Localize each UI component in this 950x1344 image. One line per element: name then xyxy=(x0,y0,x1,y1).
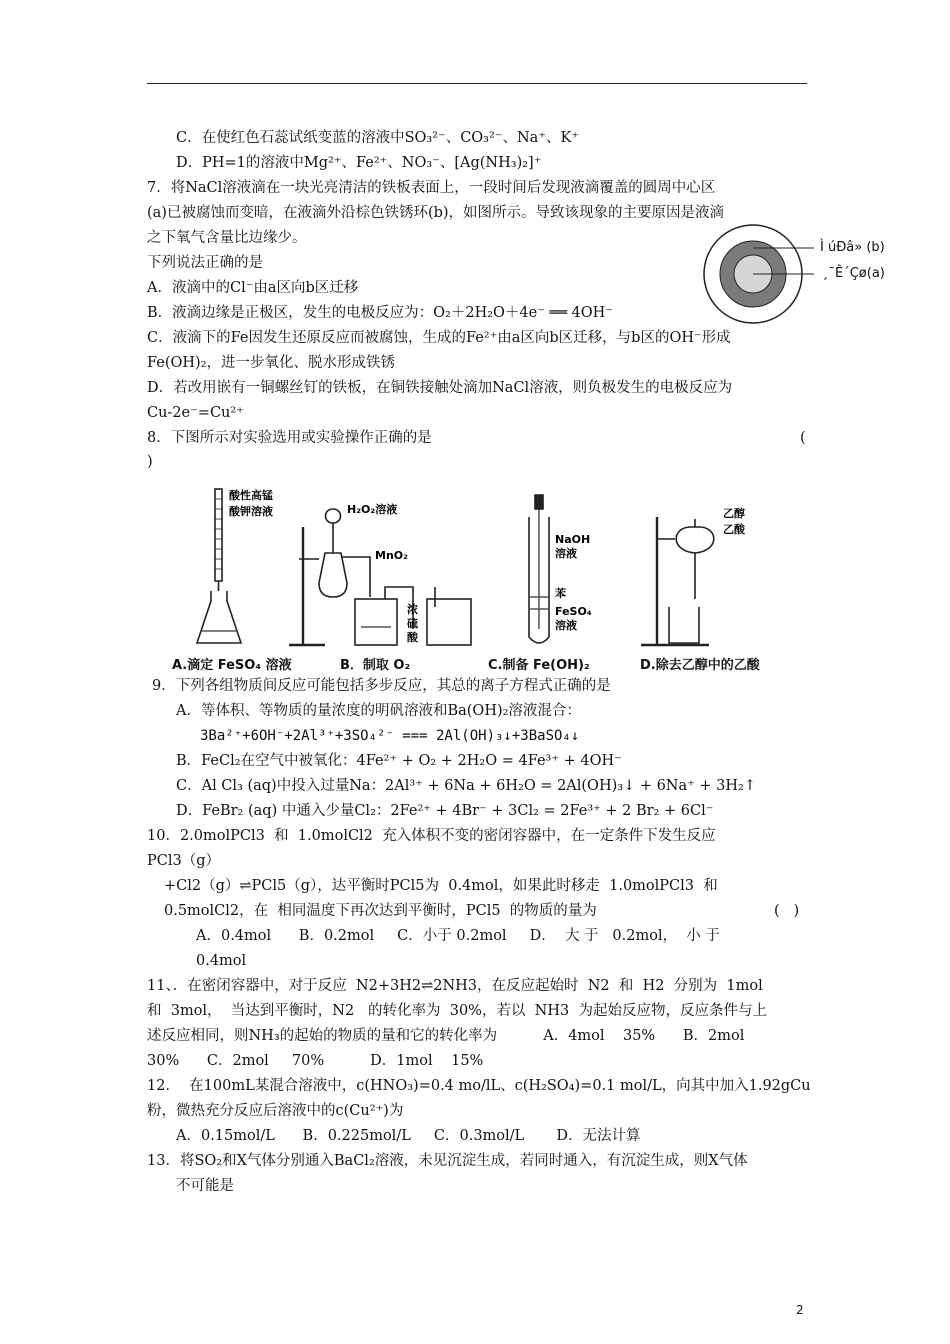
label-h2so4-2: 硫 xyxy=(407,617,418,630)
q7-option-d-line2: Cu-2e⁻=Cu²⁺ xyxy=(147,405,244,421)
q9-stem: 9．下列各组物质间反应可能包括多步反应，其总的离子方程式正确的是 xyxy=(152,678,611,694)
q7-stem-line3: 之下氧气含量比边缘少。 xyxy=(147,230,307,246)
header-rule xyxy=(147,83,807,84)
q9-option-a-line2: 3Ba²⁺+6OH⁻+2Al³⁺+3SO₄²⁻ === 2Al(OH)₃↓+3BaSO₄↓ xyxy=(200,728,580,744)
label-feso4-2: 溶液 xyxy=(555,619,577,632)
label-naoh-1: NaOH xyxy=(555,533,591,546)
label-h2so4-3: 酸 xyxy=(407,631,418,644)
apparatus-c-test-tube xyxy=(529,495,549,643)
caption-d: D.除去乙醇中的乙酸 xyxy=(640,658,760,673)
q11-line4: 30% C．2mol 70% D．1mol 15% xyxy=(147,1053,484,1069)
page-number: 2 xyxy=(796,1303,804,1317)
label-acetic: 乙酸 xyxy=(723,523,745,536)
q8-stem: 8．下图所示对实验选用或实验操作正确的是 xyxy=(147,430,432,446)
figure-label-b: Ì úÐâ» (b) xyxy=(820,240,885,255)
label-benzene: 苯 xyxy=(555,587,566,600)
apparatus-figure xyxy=(195,487,815,657)
label-mno2: MnO₂ xyxy=(375,549,408,562)
q8-paren-close: ) xyxy=(147,454,153,470)
q7-option-d-line1: D．若改用嵌有一铜螺丝钉的铁板，在铜铁接触处滴加NaCl溶液，则负极发生的电极反应为 xyxy=(147,380,733,396)
q7-stem-line1: 7．将NaCl溶液滴在一块光亮清洁的铁板表面上，一段时间后发现液滴覆盖的圆周中心区 xyxy=(147,180,716,196)
label-naoh-2: 溶液 xyxy=(555,547,577,560)
q10-paren: ( ) xyxy=(774,903,800,919)
figure-label-a: ¸¯Ê´Çø(a) xyxy=(822,266,885,281)
label-kmno4-2: 酸钾溶液 xyxy=(229,505,273,518)
q10-line3: +Cl2（g）⇌PCl5（g），达平衡时PCl5为 0.4mol，如果此时移走 1.0molPCl3 和 xyxy=(164,878,718,894)
label-h2o2: H₂O₂溶液 xyxy=(347,503,398,516)
label-ethanol: 乙醇 xyxy=(723,507,745,520)
apparatus-b-oxygen xyxy=(289,509,471,645)
q13-line2: 不可能是 xyxy=(176,1178,234,1194)
q7-stem-line2: (a)已被腐蚀而变暗，在液滴外沿棕色铁锈环(b)，如图所示。导致该现象的主要原因是液滴 xyxy=(147,205,725,221)
q10-line2: PCl3（g） xyxy=(147,853,220,869)
q6-option-d: D．PH=1的溶液中Mg²⁺、Fe²⁺、NO₃⁻、[Ag(NH₃)₂]⁺ xyxy=(176,155,542,171)
q10-options-line2: 0.4mol xyxy=(196,953,247,969)
q12-line1: 12． 在100mL某混合溶液中，c(HNO₃)=0.4 mo/lL、c(H₂SO₄)=0.1 mol/L，向其中加入1.92gCu xyxy=(147,1078,811,1094)
q13-line1: 13．将SO₂和X气体分别通入BaCl₂溶液，未见沉淀生成，若同时通入，有沉淀生成，则X气体 xyxy=(147,1153,748,1169)
q6-option-c: C．在使红色石蕊试纸变蓝的溶液中SO₃²⁻、CO₃²⁻、Na⁺、K⁺ xyxy=(176,130,579,146)
caption-c: C.制备 Fe(OH)₂ xyxy=(488,658,590,673)
label-kmno4-1: 酸性高锰 xyxy=(229,489,273,502)
q10-options: A．0.4mol B．0.2mol C．小于 0.2mol D． 大 于 0.2mol， 小 于 xyxy=(196,928,720,944)
q7-option-c-line2: Fe(OH)₂，进一步氧化、脱水形成铁锈 xyxy=(147,355,396,371)
q12-options: A．0.15mol/L B．0.225mol/L C．0.3mol/L D．无法计算 xyxy=(176,1128,641,1144)
q9-option-d: D．FeBr₂ (aq) 中通入少量Cl₂：2Fe²⁺ + 4Br⁻ + 3Cl₂ = 2Fe³⁺ + 2 Br₂ + 6Cl⁻ xyxy=(176,803,714,819)
corrosion-droplet-figure xyxy=(696,224,816,328)
q7-option-b: B．液滴边缘是正极区，发生的电极反应为：O₂＋2H₂O＋4e⁻ ══ 4OH⁻ xyxy=(147,305,613,321)
apparatus-d-separation xyxy=(641,517,714,645)
q9-option-a-line1: A．等体积、等物质的量浓度的明矾溶液和Ba(OH)₂溶液混合： xyxy=(176,703,581,719)
q11-line1: 11、．在密闭容器中，对于反应 N2+3H2⇌2NH3，在反应起始时 N2 和 H2 分别为 1mol xyxy=(147,978,763,994)
q7-option-a: A．液滴中的Cl⁻由a区向b区迁移 xyxy=(147,280,359,296)
label-feso4-1: FeSO₄ xyxy=(555,605,592,618)
q10-line1: 10．2.0molPCl3 和 1.0molCl2 充入体积不变的密闭容器中，在一定条件下发生反应 xyxy=(147,828,716,844)
q11-line3: 述反应相同，则NH₃的起始的物质的量和它的转化率为 A．4mol 35% B．2mol xyxy=(147,1028,745,1044)
caption-b: B．制取 O₂ xyxy=(340,658,411,673)
label-h2so4-1: 浓 xyxy=(407,603,418,616)
q7-stem-line4: 下列说法正确的是 xyxy=(147,255,263,271)
q11-line2: 和 3mol， 当达到平衡时，N2 的转化率为 30%，若以 NH3 为起始反应物，反应条件与上 xyxy=(147,1003,767,1019)
q9-option-b: B．FeCl₂在空气中被氧化：4Fe²⁺ + O₂ + 2H₂O = 4Fe³⁺ + 4OH⁻ xyxy=(176,753,622,769)
q7-option-c-line1: C．液滴下的Fe因发生还原反应而被腐蚀，生成的Fe²⁺由a区向b区迁移，与b区的OH⁻形成 xyxy=(147,330,731,346)
q12-line2: 粉，微热充分反应后溶液中的c(Cu²⁺)为 xyxy=(147,1103,404,1119)
q8-paren-open: ( xyxy=(800,430,806,446)
caption-a: A.滴定 FeSO₄ 溶液 xyxy=(172,658,292,673)
q10-line4: 0.5molCl2，在 相同温度下再次达到平衡时，PCl5 的物质的量为 xyxy=(164,903,597,919)
q9-option-c: C．Al Cl₃ (aq)中投入过量Na：2Al³⁺ + 6Na + 6H₂O = 2Al(OH)₃↓ + 6Na⁺ + 3H₂↑ xyxy=(176,778,756,794)
